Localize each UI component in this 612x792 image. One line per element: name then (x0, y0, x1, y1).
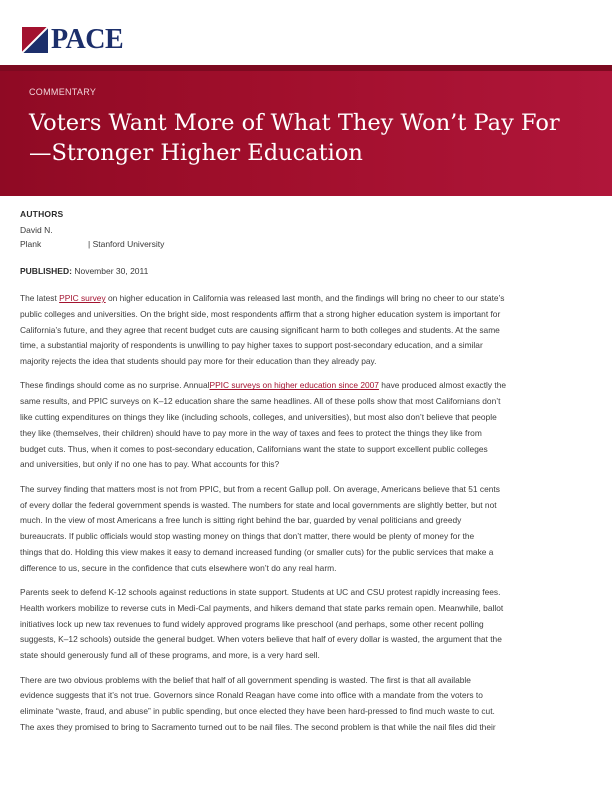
author-last-name[interactable]: Plank (20, 239, 42, 249)
paragraph-line: Health workers mobilize to reverse cuts in Medi-Cal payments, and hikers demand that state parks remain open. Meanwhile, ballot (20, 602, 504, 613)
page-title (29, 108, 599, 168)
text-run: The latest (20, 293, 60, 303)
title-line-2: —Stronger Higher Education (29, 140, 363, 166)
paragraph-line: Parents seek to defend K-12 schools against reductions in state support. Students at UC and CSU protest rapidly increasing fees. (20, 587, 501, 598)
paragraph-line: majority rejects the idea that students should pay more for their education than they already pay. (20, 356, 377, 367)
paragraph-line: evidence suggests that it’s not true. Governors since Ronald Reagan have come into office with a mandate from the voters to (20, 690, 483, 701)
paragraph-line: initiatives lock up new tax revenues to fund widely approved programs like preschool (and perhaps, some other recent polling (20, 618, 484, 629)
paragraph-line: same results, and PPIC surveys on K–12 education share the same headlines. All of these polls show that most Californians don’t (20, 396, 501, 407)
title-line-1: Voters Want More of What They Won’t Pay For (29, 110, 560, 136)
paragraph-1 (20, 291, 594, 370)
paragraph-line: eliminate “waste, fraud, and abuse” in public spending, but once elected they have been hard-pressed to find much waste to cut. (20, 706, 495, 717)
published-line (20, 266, 148, 276)
paragraph-line: budget cuts. Thus, when it comes to post-secondary education, Californians want the state to support excellent public colleges (20, 443, 488, 454)
paragraph-line: and universities, but only if no one has to pay. What accounts for this? (20, 459, 280, 470)
paragraph-4 (20, 585, 594, 664)
paragraph-line (20, 291, 594, 307)
paragraph-5 (20, 673, 594, 736)
section-kicker: COMMENTARY (29, 87, 97, 97)
published-label: PUBLISHED: (20, 266, 72, 276)
paragraph-line: difference to us, secure in the confidence that cuts elsewhere won’t do any real harm. (20, 562, 337, 573)
pace-logo[interactable] (22, 26, 123, 54)
paragraph-line: much. In the view of most Americans a free lunch is sitting right behind the bar, guarded by venal politicians and greedy (20, 515, 462, 526)
paragraph-line: public colleges and universities. On the bright side, most respondents affirm that a strong higher education system is important for (20, 308, 501, 319)
paragraph-line: of every dollar the federal government spends is wasted. The numbers for state and local governments are slightly better, but not (20, 499, 497, 510)
paragraph-line: The axes they promised to bring to Sacramento turned out to be nail files. The second problem is that while the nail files did their (20, 721, 496, 732)
title-banner (0, 65, 612, 196)
paragraph-line: they like (themselves, their children) should have to pay more in the way of taxes and fees to protect the things they like from (20, 427, 482, 438)
paragraph-line: California’s future, and they agree that recent budget cuts are causing significant harm to both colleges and students. At the same (20, 324, 500, 335)
paragraph-line (20, 378, 594, 394)
paragraph-line: The survey finding that matters most is not from PPIC, but from a recent Gallup poll. On average, Americans believe that 51 cents (20, 483, 500, 494)
paragraph-2 (20, 378, 594, 473)
paragraph-3 (20, 482, 594, 577)
ppic-surveys-link[interactable]: PPIC surveys on higher education since 2007 (209, 380, 379, 391)
author-first-name: David N. (20, 225, 53, 235)
paragraph-line: things that do. Holding this view makes it easy to demand increased funding (or smaller cuts) for the public services that make a (20, 546, 494, 557)
text-run: have produced almost exactly the (378, 380, 507, 391)
author-affiliation: | Stanford University (88, 239, 165, 249)
authors-label: AUTHORS (20, 209, 64, 219)
paragraph-line: like cutting expenditures on things they like (including schools, colleges, and universities), but most also don’t believe that people (20, 412, 497, 423)
published-date: November 30, 2011 (74, 266, 149, 276)
paragraph-line: suggests, K–12 schools) outside the general budget. When voters believe that half of every dollar is wasted, the argument that the (20, 634, 502, 645)
paragraph-line: state should generously fund all of these programs, and more, is a very hard sell. (20, 650, 320, 661)
banner-top-strip (0, 65, 612, 71)
text-run: These findings should come as no surprise. Annual (20, 380, 210, 391)
pace-flag-icon (22, 27, 48, 53)
paragraph-line: time, a substantial majority of respondents is unwilling to pay higher taxes to support post-secondary education, and a similar (20, 340, 483, 351)
paragraph-line: bureaucrats. If public officials would stop wasting money on things that don’t matter, there would be plenty of money for the (20, 531, 475, 542)
ppic-survey-link[interactable]: PPIC survey (59, 293, 106, 303)
article-body (20, 291, 594, 744)
text-run: on higher education in California was released last month, and the findings will bring no cheer to our state’s (105, 293, 505, 303)
brand-name: PACE (51, 24, 124, 55)
paragraph-line: There are two obvious problems with the belief that half of all government spending is wasted. The first is that all available (20, 674, 471, 685)
